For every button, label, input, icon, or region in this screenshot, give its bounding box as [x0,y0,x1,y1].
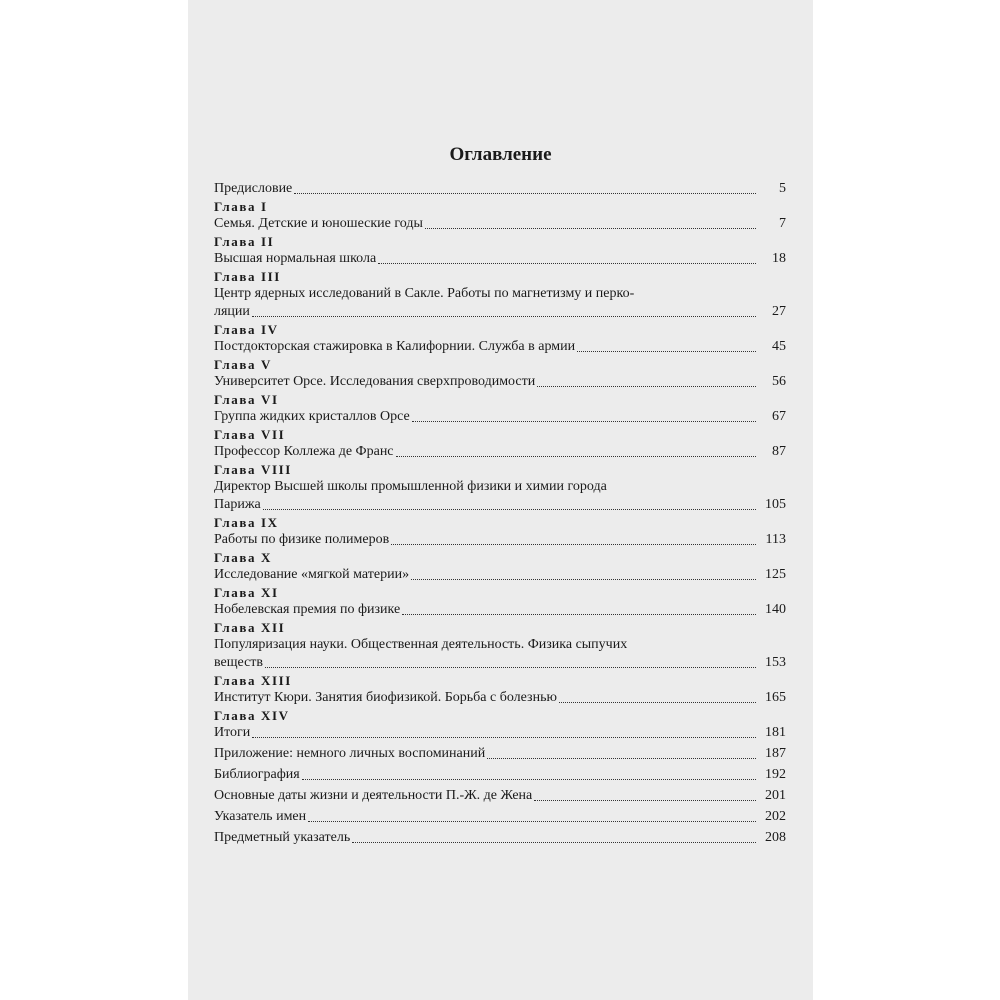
page-number: 140 [765,602,786,617]
entry-title: Постдокторская стажировка в Калифорнии. Служба в армии [214,339,576,354]
dot-leader [487,758,756,759]
toc-entry [214,356,786,391]
dot-leader [294,193,756,194]
toc-entry [214,584,786,619]
entry-title: Профессор Коллежа де Франс [214,444,394,459]
toc-entry [214,198,786,233]
page-number: 181 [765,725,786,740]
page-number: 208 [765,830,786,845]
page-number: 27 [772,304,786,319]
dot-leader [378,263,756,264]
page-title: Оглавление [449,144,552,165]
entry-title-line1: Директор Высшей школы промышленной физики и химии города [214,479,607,494]
entry-title: Университет Орсе. Исследования сверхпроводимости [214,374,536,389]
toc-entry [214,321,786,356]
entry-title: Нобелевская премия по физике [214,602,401,617]
entry-title-line2: Парижа [214,497,261,512]
dot-leader [412,421,756,422]
dot-leader [263,509,756,510]
toc-entry [214,787,786,805]
toc-entry [214,461,786,514]
toc-entry [214,808,786,826]
page-number: 165 [765,690,786,705]
toc-entry [214,268,786,321]
entry-title: Приложение: немного личных воспоминаний [214,746,486,761]
toc-entry [214,233,786,268]
dot-leader [534,800,756,801]
chapter-label: Глава VI [214,392,279,407]
dot-leader [425,228,756,229]
chapter-label: Глава VII [214,427,286,442]
entry-title: Библиография [214,767,300,782]
dot-leader [577,351,756,352]
toc-entry [214,672,786,707]
toc-entry [214,745,786,763]
page-number: 87 [772,444,786,459]
chapter-label: Глава II [214,234,275,249]
entry-title: Предметный указатель [214,830,351,845]
toc-entry [214,549,786,584]
entry-title: Институт Кюри. Занятия биофизикой. Борьба с болезнью [214,690,557,705]
book-page [188,0,813,1000]
entry-title: Предисловие [214,181,293,196]
toc-entry [214,426,786,461]
entry-title: Указатель имен [214,809,307,824]
dot-leader [302,779,756,780]
page-number: 202 [765,809,786,824]
dot-leader [252,316,756,317]
dot-leader [402,614,756,615]
chapter-label: Глава XIII [214,673,292,688]
chapter-label: Глава XII [214,620,286,635]
dot-leader [308,821,756,822]
dot-leader [559,702,756,703]
entry-title: Исследование «мягкой материи» [214,567,410,582]
entry-title-line1: Популяризация науки. Общественная деятельность. Физика сыпучих [214,637,628,652]
page-number: 5 [779,181,786,196]
page-number: 153 [765,655,786,670]
entry-title: Основные даты жизни и деятельности П.-Ж. де Жена [214,788,533,803]
chapter-label: Глава IV [214,322,279,337]
dot-leader [396,456,756,457]
page-number: 192 [765,767,786,782]
toc-entry [214,829,786,847]
entry-title-line2: веществ [214,655,264,670]
entry-title: Высшая нормальная школа [214,251,377,266]
page-number: 18 [772,251,786,266]
entry-title-line2: ляции [214,304,250,319]
toc-entry [214,514,786,549]
page-number: 125 [765,567,786,582]
entry-title-line1: Центр ядерных исследований в Сакле. Работы по магнетизму и перко- [214,286,635,301]
chapter-label: Глава III [214,269,281,284]
toc-entry [214,619,786,672]
page-number: 67 [772,409,786,424]
chapter-label: Глава VIII [214,462,292,477]
dot-leader [391,544,756,545]
chapter-label: Глава X [214,550,272,565]
table-of-contents [214,180,786,847]
toc-entry [214,707,786,742]
dot-leader [252,737,756,738]
chapter-label: Глава XI [214,585,279,600]
page-number: 187 [765,746,786,761]
page-number: 105 [765,497,786,512]
page-number: 201 [765,788,786,803]
dot-leader [352,842,756,843]
page-number: 113 [765,532,786,547]
dot-leader [265,667,756,668]
toc-entry [214,391,786,426]
page-number: 45 [772,339,786,354]
chapter-label: Глава IX [214,515,279,530]
chapter-label: Глава I [214,199,268,214]
toc-entry [214,180,786,198]
page-number: 7 [779,216,786,231]
toc-entry [214,766,786,784]
entry-title: Семья. Детские и юношеские годы [214,216,423,231]
chapter-label: Глава V [214,357,272,372]
entry-title: Работы по физике полимеров [214,532,390,547]
chapter-label: Глава XIV [214,708,290,723]
dot-leader [411,579,756,580]
entry-title: Группа жидких кристаллов Орсе [214,409,410,424]
entry-title: Итоги [214,725,251,740]
dot-leader [537,386,756,387]
page-number: 56 [772,374,786,389]
